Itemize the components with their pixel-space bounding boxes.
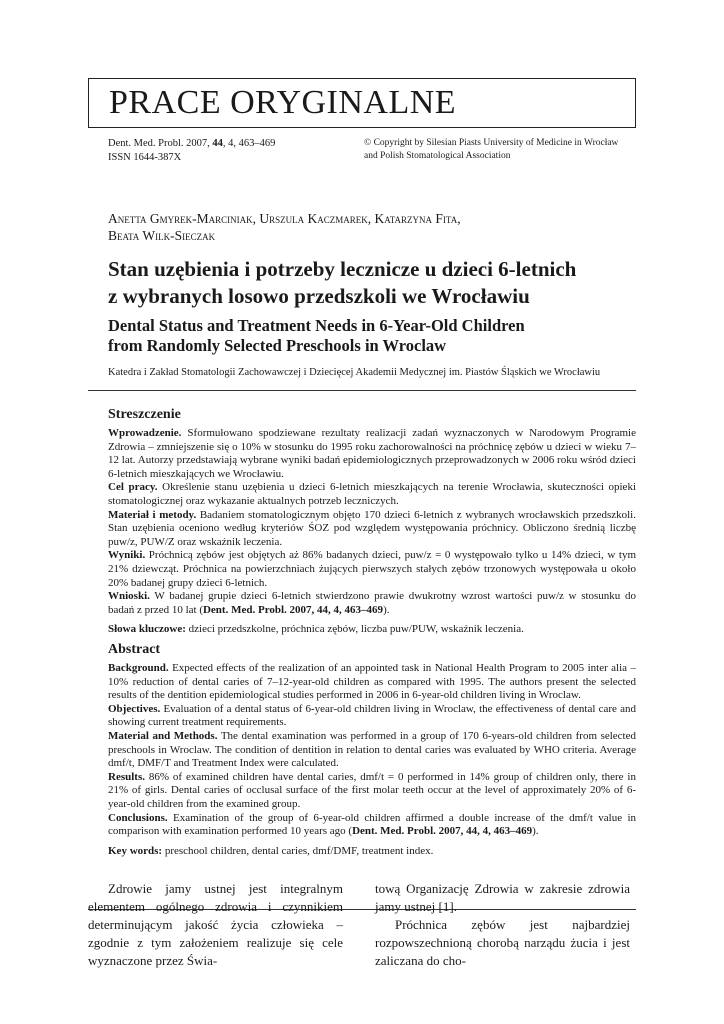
body-column-right: [375, 880, 630, 970]
streszczenie-heading: Streszczenie: [108, 407, 181, 422]
streszczenie-conclusions: Wnioski. W badanej grupie dzieci 6-letnich stwierdzono prawie dwukrotny wzrost wartości puw/z w stosunku do badań z przed 10 lat (Dent. Med. Probl. 2007, 44, 4, 463–469).: [108, 590, 636, 616]
streszczenie-results: Wyniki. Próchnicą zębów jest objętych aż 86% badanych dzieci, puw/z = 0 występowało tylko u 14% dzieci, w tym 21% dziewcząt. Próchnica na powierzchniach żujących pierwszych stałych zębów trzonowych występowała u około 20% badanej grupy dzieci 6-letnich.: [108, 549, 636, 589]
authors: [108, 210, 461, 244]
abstract-objectives: Objectives. Evaluation of a dental status of 6-year-old children living in Wroclaw, the effectiveness of dental care and showing current treatment requirements.: [108, 702, 636, 729]
streszczenie-keywords: Słowa kluczowe: dzieci przedszkolne, próchnica zębów, liczba puw/PUW, wskaźnik leczenia.: [108, 623, 524, 636]
authors-line-2: Beata Wilk-Sieczak: [108, 228, 216, 243]
title-english-line-2: from Randomly Selected Preschools in Wroclaw: [108, 336, 447, 355]
abstract-background: Background. Expected effects of the realization of an appointed task in National Health Program to 2005 inter alia – 10% reduction of dental caries of 7–12-year-old children as compared with 1995. The authors present the selected results of the dentition epidemiological studies performed in 2006 in 6-year-old children living in Wroclaw.: [108, 662, 636, 702]
title-polish: [108, 256, 628, 310]
abstract-results: Results. 86% of examined children have dental caries, dmf/t = 0 performed in 14% group of children only, there in 21% of girls. Dental caries of occlusal surface of the first molar teeth occur at the level of approximately 20% of 6-year-old children from the examined group.: [108, 770, 636, 810]
abstract-keywords: Key words: preschool children, dental caries, dmf/DMF, treatment index.: [108, 844, 434, 857]
abstract-heading: Abstract: [108, 642, 161, 657]
title-english-line-1: Dental Status and Treatment Needs in 6-Year-Old Children: [108, 316, 525, 335]
title-english: [108, 316, 628, 356]
journal-ref-prefix: Dent. Med. Probl. 2007,: [108, 138, 213, 149]
section-header-box: [88, 78, 636, 128]
journal-volume: 44: [212, 138, 223, 149]
section-title: PRACE ORYGINALNE: [109, 84, 457, 121]
issn: ISSN 1644-387X: [108, 152, 182, 163]
streszczenie-intro: Wprowadzenie. Sformułowano spodziewane rezultaty realizacji zadań wyznaczonych w Narodowym Programie Zdrowia – zmniejszenie się o 10% w stosunku do 1995 roku zachorowalności na próchnicę zębów u dzieci w wieku 7–12 lat. Autorzy przedstawiają wybrane wyniki badań epidemiologicznych przeprowadzonych w 2006 roku wśród dzieci 6-letnich mieszkających we Wrocławiu.: [108, 427, 636, 480]
copyright-line-2: and Polish Stomatological Association: [364, 150, 511, 161]
streszczenie-methods: Materiał i metody. Badaniem stomatologicznym objęto 170 dzieci 6-letnich z wybranych wrocławskich przedszkoli. Stan uzębienia oceniono według kryteriów ŚOZ pod względem występowania próchnicy. Obliczono średnią liczbę puw/z, PUW/Z oraz wskaźnik leczenia.: [108, 508, 636, 548]
abstract-methods: Material and Methods. The dental examination was performed in a group of 170 6-years-old children from selected preschools in Wroclaw. The condition of dentition in relation to dental caries was evaluated by WHO criteria. Average dmf/t, DMF/T and Treatment Index were calculated.: [108, 729, 636, 770]
streszczenie-section: [108, 406, 636, 637]
affiliation: Katedra i Zakład Stomatologii Zachowawczej i Dziecięcej Akademii Medycznej im. Piastów Śląskich we Wrocławiu: [108, 367, 601, 378]
journal-reference: [108, 137, 275, 165]
body-paragraph: Próchnica zębów jest najbardziej rozpowszechnioną chorobą narządu żucia i jest zaliczana do cho-: [375, 917, 630, 968]
title-polish-line-1: Stan uzębienia i potrzeby lecznicze u dzieci 6-letnich: [108, 257, 577, 281]
journal-ref-suffix: , 4, 463–469: [222, 138, 276, 149]
body-paragraph: Zdrowie jamy ustnej jest integralnym elementem ogólnego zdrowia i czynnikiem determinującym jakość życia człowieka – zgodnie z tym założeniem realizuje się cele wyznaczone przez Świa-: [88, 881, 343, 968]
body-column-left: [88, 880, 343, 970]
copyright-line-1: © Copyright by Silesian Piasts University of Medicine in Wrocław: [364, 138, 619, 148]
copyright-notice: [364, 137, 634, 162]
title-polish-line-2: z wybranych losowo przedszkoli we Wrocławiu: [108, 284, 530, 308]
streszczenie-aim: Cel pracy. Określenie stanu uzębienia u dzieci 6-letnich mieszkających na terenie Wrocławia, skuteczności opieki stomatologicznej oraz wykazanie aktualnych potrzeb leczniczych.: [108, 481, 637, 507]
abstract-section: [108, 641, 636, 858]
abstract-conclusions: Conclusions. Examination of the group of 6-year-old children affirmed a double increase of the dmf/t value in comparison with examination performed 10 years ago (Dent. Med. Probl. 2007, 44, 4, 463–469).: [108, 811, 636, 838]
body-paragraph: tową Organizację Zdrowia w zakresie zdrowia jamy ustnej [1].: [375, 881, 630, 914]
authors-line-1: Anetta Gmyrek-Marciniak, Urszula Kaczmarek, Katarzyna Fita,: [108, 211, 461, 226]
